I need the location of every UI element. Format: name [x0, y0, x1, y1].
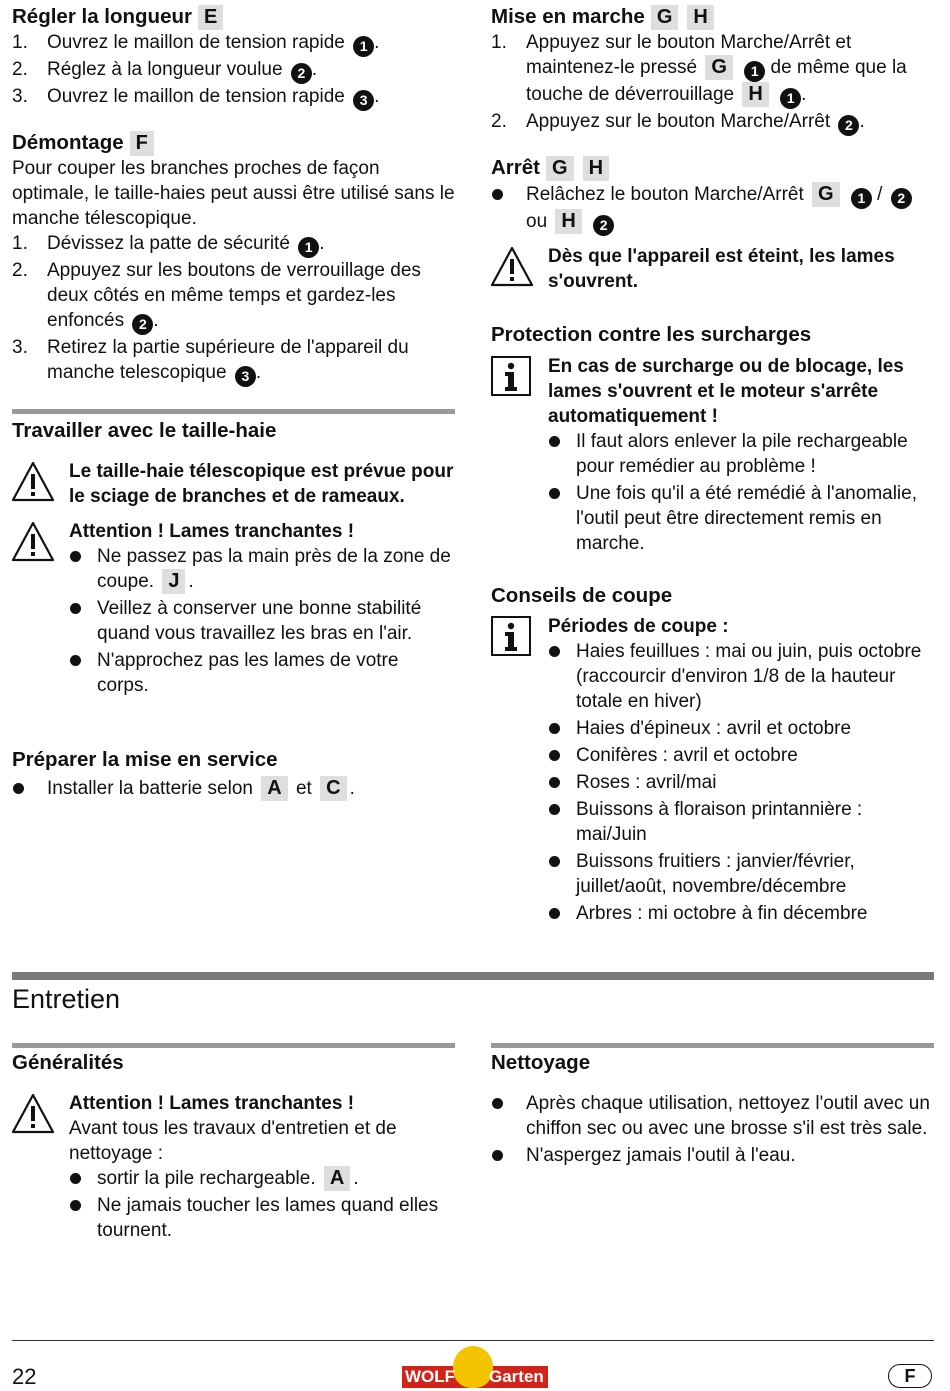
- step-number-icon: 3: [353, 90, 374, 111]
- section-regler: [12, 4, 455, 111]
- chapter-divider: [12, 972, 934, 980]
- figure-ref: F: [130, 131, 154, 156]
- footer-divider: [12, 1340, 934, 1341]
- section-title: Arrêt G H: [491, 155, 934, 181]
- step-number-icon: 2: [891, 188, 912, 209]
- warning-icon: [12, 1093, 56, 1135]
- language-badge: F: [888, 1364, 932, 1388]
- section-title: Nettoyage: [491, 1051, 591, 1074]
- warning-notice: Dès que l'appareil est éteint, les lames s'ouvrent.: [491, 244, 934, 294]
- list-item: Ne passez pas la main près de la zone de coupe. J .: [69, 544, 455, 594]
- list-item: Arbres : mi octobre à fin décembre: [548, 901, 934, 926]
- step-item: 2. Réglez à la longueur voulue 2 .: [12, 57, 455, 84]
- step-item: 1. Ouvrez le maillon de tension rapide 1 .: [12, 30, 455, 57]
- step-number-icon: 2: [838, 115, 859, 136]
- bullet-list: [69, 544, 455, 698]
- step-number-icon: 2: [291, 63, 312, 84]
- list-item: Roses : avril/mai: [548, 770, 934, 795]
- section-title: Mise en marche G H: [491, 4, 934, 30]
- info-notice: En cas de surcharge ou de blocage, les lames s'ouvrent et le moteur s'arrête automatiquement ! Il faut alors enlever la pile rechargeable pour remédier au problème ! Une fois qu'il a été remédié à l'anomalie, l'outil peut être directement remis en marche.: [491, 354, 934, 556]
- section-title: Généralités: [12, 1051, 124, 1074]
- warning-notice: Le taille-haie télescopique est prévue pour le sciage de branches et de rameaux.: [12, 459, 455, 509]
- section-preparer: [12, 747, 455, 803]
- step-number-icon: 2: [132, 314, 153, 335]
- list-item: sortir la pile rechargeable. A .: [69, 1166, 455, 1191]
- figure-ref: G: [705, 55, 733, 80]
- figure-ref: G: [651, 5, 679, 30]
- figure-ref: G: [546, 156, 574, 181]
- section-divider: [12, 409, 455, 414]
- list-item: Relâchez le bouton Marche/Arrêt G 1 / 2 ou H 2: [491, 182, 934, 236]
- info-notice: Périodes de coupe : Haies feuillues : mai ou juin, puis octobre (raccourcir d'environ 1/8 de la hauteur totale en hiver) Haies d'épineux : avril et octobre Conifères : avril et octobre Roses : avril/mai Buissons à floraison printannière : mai/Juin Buissons fruitiers : janvier/février, juillet/août, novembre/décembre Arbres : mi octobre à fin décembre: [491, 614, 934, 926]
- section-title: Démontage F: [12, 130, 455, 156]
- figure-ref: A: [324, 1166, 350, 1191]
- step-number-icon: 3: [235, 366, 256, 387]
- warning-icon: [12, 521, 56, 563]
- list-item: Buissons fruitiers : janvier/février, juillet/août, novembre/décembre: [548, 849, 934, 899]
- step-item: 3. Ouvrez le maillon de tension rapide 3 .: [12, 84, 455, 111]
- step-number-icon: 2: [593, 215, 614, 236]
- step-list: [12, 30, 455, 111]
- section-arret: [491, 155, 934, 294]
- section-title: Préparer la mise en service: [12, 748, 278, 771]
- info-icon: [491, 616, 533, 658]
- wolf-head-icon: [453, 1346, 493, 1388]
- chapter-title: Entretien: [12, 984, 121, 1014]
- step-item: 1. Dévissez la patte de sécurité 1 .: [12, 231, 455, 258]
- list-item: Installer la batterie selon A et C .: [12, 776, 455, 801]
- step-number-icon: 1: [298, 237, 319, 258]
- figure-ref: G: [812, 182, 840, 207]
- section-divider: [12, 1043, 455, 1048]
- bullet-list: [12, 776, 455, 801]
- intro-text: Pour couper les branches proches de façon optimale, le taille-haies peut aussi être utilisé sans le manche télescopique.: [12, 158, 455, 229]
- section-mise-en-marche: [491, 4, 934, 136]
- list-item: N'approchez pas les lames de votre corps.: [69, 648, 455, 698]
- section-title: Conseils de coupe: [491, 584, 673, 607]
- warning-notice: Attention ! Lames tranchantes ! Avant tous les travaux d'entretien et de nettoyage : sortir la pile rechargeable. A . Ne jamais toucher les lames quand elles tournent.: [12, 1091, 455, 1243]
- section-demontage: [12, 130, 455, 387]
- section-title: Travailler avec le taille-haie: [12, 419, 277, 442]
- step-item: 1. Appuyez sur le bouton Marche/Arrêt et maintenez-le pressé G 1 de même que la touche de déverrouillage H 1 .: [491, 30, 934, 109]
- figure-ref: H: [583, 156, 609, 181]
- info-icon: [491, 356, 533, 398]
- figure-ref: J: [162, 569, 185, 594]
- bullet-list: [491, 1091, 934, 1168]
- section-generalites: [12, 1050, 455, 1245]
- list-item: N'aspergez jamais l'outil à l'eau.: [491, 1143, 934, 1168]
- section-protection: [491, 322, 934, 558]
- step-number-icon: 1: [353, 36, 374, 57]
- section-title: Protection contre les surcharges: [491, 323, 812, 346]
- list-item: Conifères : avril et octobre: [548, 743, 934, 768]
- list-item: Buissons à floraison printannière : mai/Juin: [548, 797, 934, 847]
- bullet-list: [491, 182, 934, 236]
- section-travailler: [12, 418, 455, 700]
- figure-ref: H: [555, 209, 581, 234]
- list-item: Ne jamais toucher les lames quand elles tournent.: [69, 1193, 455, 1243]
- page-number: 22: [12, 1364, 37, 1389]
- list-item: Il faut alors enlever la pile rechargeable pour remédier au problème !: [548, 429, 934, 479]
- step-list: [491, 30, 934, 136]
- section-conseils: [491, 583, 934, 928]
- figure-ref: H: [742, 82, 768, 107]
- step-list: [12, 231, 455, 387]
- list-item: Haies feuillues : mai ou juin, puis octobre (raccourcir d'environ 1/8 de la hauteur totale en hiver): [548, 639, 934, 714]
- list-item: Haies d'épineux : avril et octobre: [548, 716, 934, 741]
- step-number-icon: 1: [851, 188, 872, 209]
- section-nettoyage: [491, 1050, 934, 1170]
- bullet-list: [548, 429, 934, 556]
- step-item: 2. Appuyez sur les boutons de verrouillage des deux côtés en même temps et gardez-les enfoncés 2 .: [12, 258, 455, 335]
- figure-ref: C: [320, 776, 346, 801]
- warning-icon: [491, 246, 535, 288]
- step-item: 2. Appuyez sur le bouton Marche/Arrêt 2 .: [491, 109, 934, 136]
- list-item: Une fois qu'il a été remédié à l'anomalie, l'outil peut être directement remis en marche.: [548, 481, 934, 556]
- section-divider: [491, 1043, 934, 1048]
- section-title: Régler la longueur E: [12, 4, 455, 30]
- list-item: Après chaque utilisation, nettoyez l'outil avec un chiffon sec ou avec une brosse s'il est très sale.: [491, 1091, 934, 1141]
- figure-ref: E: [198, 5, 223, 30]
- step-number-icon: 1: [780, 88, 801, 109]
- list-item: Veillez à conserver une bonne stabilité quand vous travaillez les bras en l'air.: [69, 596, 455, 646]
- figure-ref: A: [261, 776, 287, 801]
- step-number-icon: 1: [744, 61, 765, 82]
- warning-notice: Attention ! Lames tranchantes ! Ne passez pas la main près de la zone de coupe. J . Veillez à conserver une bonne stabilité quand vous travaillez les bras en l'air. N'approchez pas les lames de votre corps.: [12, 519, 455, 698]
- wolf-garten-logo: WOLF Garten: [402, 1346, 548, 1390]
- bullet-list: [548, 639, 934, 926]
- figure-ref: H: [687, 5, 713, 30]
- bullet-list: [69, 1166, 455, 1243]
- step-item: 3. Retirez la partie supérieure de l'appareil du manche telescopique 3 .: [12, 335, 455, 387]
- warning-icon: [12, 461, 56, 503]
